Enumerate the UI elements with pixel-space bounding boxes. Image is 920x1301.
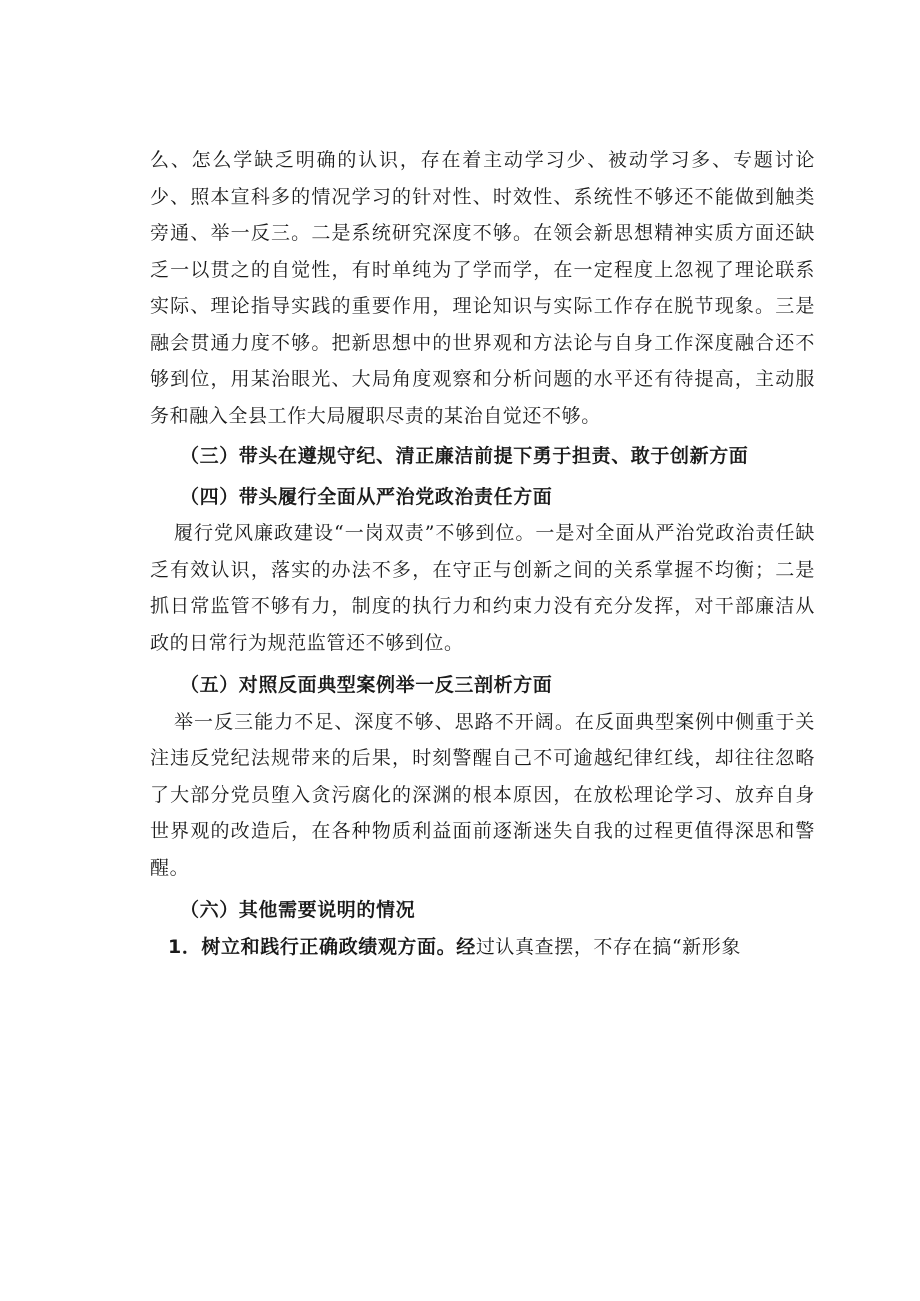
body-paragraph-study: 么、怎么学缺乏明确的认识，存在着主动学习少、被动学习多、专题讨论少、照本宣科多的情况学习的针对性、时效性、系统性不够还不能做到触类旁通、举一反三。二是系统研究深度不够。在领会新思想精神实质方面还缺乏一以贯之的自觉性，有时单纯为了学而学，在一定程度上忽视了理论联系实际、理论指导实践的重要作用，理论知识与实际工作存在脱节现象。三是融会贯通力度不够。把新思想中的世界观和方法论与自身工作深度融合还不够到位，用某治眼光、大局角度观察和分析问题的水平还有待提高，主动服务和融入全县工作大局履职尽责的某治自觉还不够。 (150, 149, 815, 427)
section-heading-5: （五）对照反面典型案例举一反三剖析方面 (180, 674, 553, 696)
numbered-item-1-title: 1．树立和践行正确政绩观方面。经 (168, 935, 476, 958)
body-paragraph-responsibility: 履行党风廉政建设“一岗双责”不够到位。一是对全面从严治党政治责任缺乏有效认识，落实的办法不多，在守正与创新之间的关系掌握不均衡；二是抓日常监管不够有力，制度的执行力和约束力没有充分发挥，对干部廉洁从政的日常行为规范监管还不够到位。 (150, 522, 815, 654)
section-heading-4: （四）带头履行全面从严治党政治责任方面 (180, 485, 553, 508)
document-body (150, 142, 815, 965)
section-heading-3: （三）带头在遵规守纪、清正廉洁前提下勇于担责、敢于创新方面 (180, 445, 749, 467)
section-heading-6: （六）其他需要说明的情况 (180, 899, 416, 921)
body-paragraph-case-analysis: 举一反三能力不足、深度不够、思路不开阔。在反面典型案例中侧重于关注违反党纪法规带来的后果，时刻警醒自己不可逾越纪律红线，却往往忽略了大部分党员堕入贪污腐化的深渊的根本原因，在放松理论学习、放弃自身世界观的改造后，在各种物质利益面前逐渐迷失自我的过程更值得深思和警醒。 (150, 710, 815, 879)
numbered-item-1 (150, 929, 815, 966)
numbered-item-1-text: 过认真查摆，不存在搞“新形象 (475, 935, 741, 958)
